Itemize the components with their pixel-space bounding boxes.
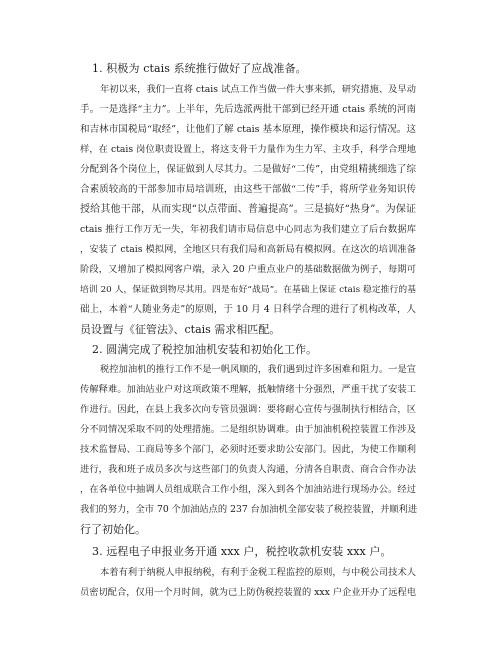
- paragraph-line: 行了初始化。: [80, 523, 146, 536]
- paragraph-line: 合素质较高的干部参加市局培训班，由这些干部做“二传”手，将所学业务知识传: [80, 184, 416, 195]
- paragraph-line: 样，在 ctais 岗位职责设置上，将这支骨干力量作为生力军、主攻手，科学合理地: [80, 144, 416, 155]
- paragraph-line: 分不同情况采取不同的处理措施。二是组织协调难。由于加油机税控装置工作涉及: [80, 424, 416, 435]
- paragraph-line: ，安装了 ctais 模拟网，全地区只有我们局和高新局有模拟网。在这次的培训准备: [80, 244, 416, 255]
- section-heading-1: 1. 积极为 ctais 系统推行做好了应战准备。: [92, 62, 307, 75]
- paragraph-line: 年初以来，我们一直将 ctais 试点工作当做一件大事来抓，研究措施、及早动: [100, 84, 416, 95]
- paragraph-line: 础上，本着“人随业务走”的原则，于 10 月 4 日科学合理的进行了机构改革，人: [80, 304, 416, 315]
- paragraph-line: 传解释难。加油站业户对这项政策不理解，抵触情绪十分强烈，严重干扰了安装工: [80, 384, 416, 395]
- paragraph-line: 本着有利于纳税人申报纳税，有利于金税工程监控的原则，与中税公司技术人: [100, 567, 416, 578]
- paragraph-line: 授给其他干部，从而实现“以点带面、普遍提高”。三是搞好“热身”。为保证: [80, 204, 416, 215]
- paragraph-line: 员设置与《征管法》、ctais 需求相匹配。: [80, 323, 281, 336]
- paragraph-line: 和吉林市国税局“取经”，让他们了解 ctais 基本原理，操作模块和运行情况。这: [80, 124, 416, 135]
- paragraph-line: 手。一是选择“主力”。上半年，先后选派两批干部到已经开通 ctais 系统的河南: [80, 104, 416, 115]
- section-heading-2: 2. 圆满完成了税控加油机安装和初始化工作。: [92, 343, 318, 356]
- paragraph-line: 培训 20 人，保证做到物尽其用。四是布好“战局”。在基础上保证 ctais 稳定推行的基: [80, 285, 416, 295]
- paragraph-line: 税控加油机的推行工作不是一帆风顺的，我们遇到过许多困难和阻力。一是宣: [100, 364, 416, 375]
- paragraph-line: ，在各单位中抽调人员组成联合工作小组，深入到各个加油站进行现场办公。经过: [80, 484, 416, 495]
- paragraph-line: 进行，我和班子成员多次与这些部门的负责人沟通，分清各自职责、商合合作办法: [80, 464, 416, 475]
- paragraph-line: 技术监督局、工商局等多个部门，必须时还要求助公安部门。因此，为使工作顺利: [80, 444, 416, 455]
- paragraph-line: 阶段，又增加了模拟网客户端，录入 20 户重点业户的基础数据做为例子，每期可: [80, 264, 416, 275]
- paragraph-line: ctais 推行工作万无一失，年初我们请市局信息中心同志为我们建立了后台数据库: [80, 224, 416, 235]
- paragraph-line: 分配到各个岗位上，保证做到人尽其力。二是做好“二传”，由党组精挑细选了综: [80, 164, 416, 175]
- paragraph-line: 员密切配合，仅用一个月时间，就为已上防伪税控装置的 xxx 户企业开办了远程电: [80, 587, 417, 598]
- paragraph-line: 我们的努力，全市 70 个加油站点的 237 台加油机全部安装了税控装置，并顺利进: [80, 504, 418, 515]
- section-heading-3: 3. 远程电子申报业务开通 xxx 户，税控收款机安装 xxx 户。: [92, 545, 392, 558]
- paragraph-line: 作进行。因此，在县上我多次向专管员强调：要将耐心宣传与强制执行相结合，区: [80, 404, 416, 415]
